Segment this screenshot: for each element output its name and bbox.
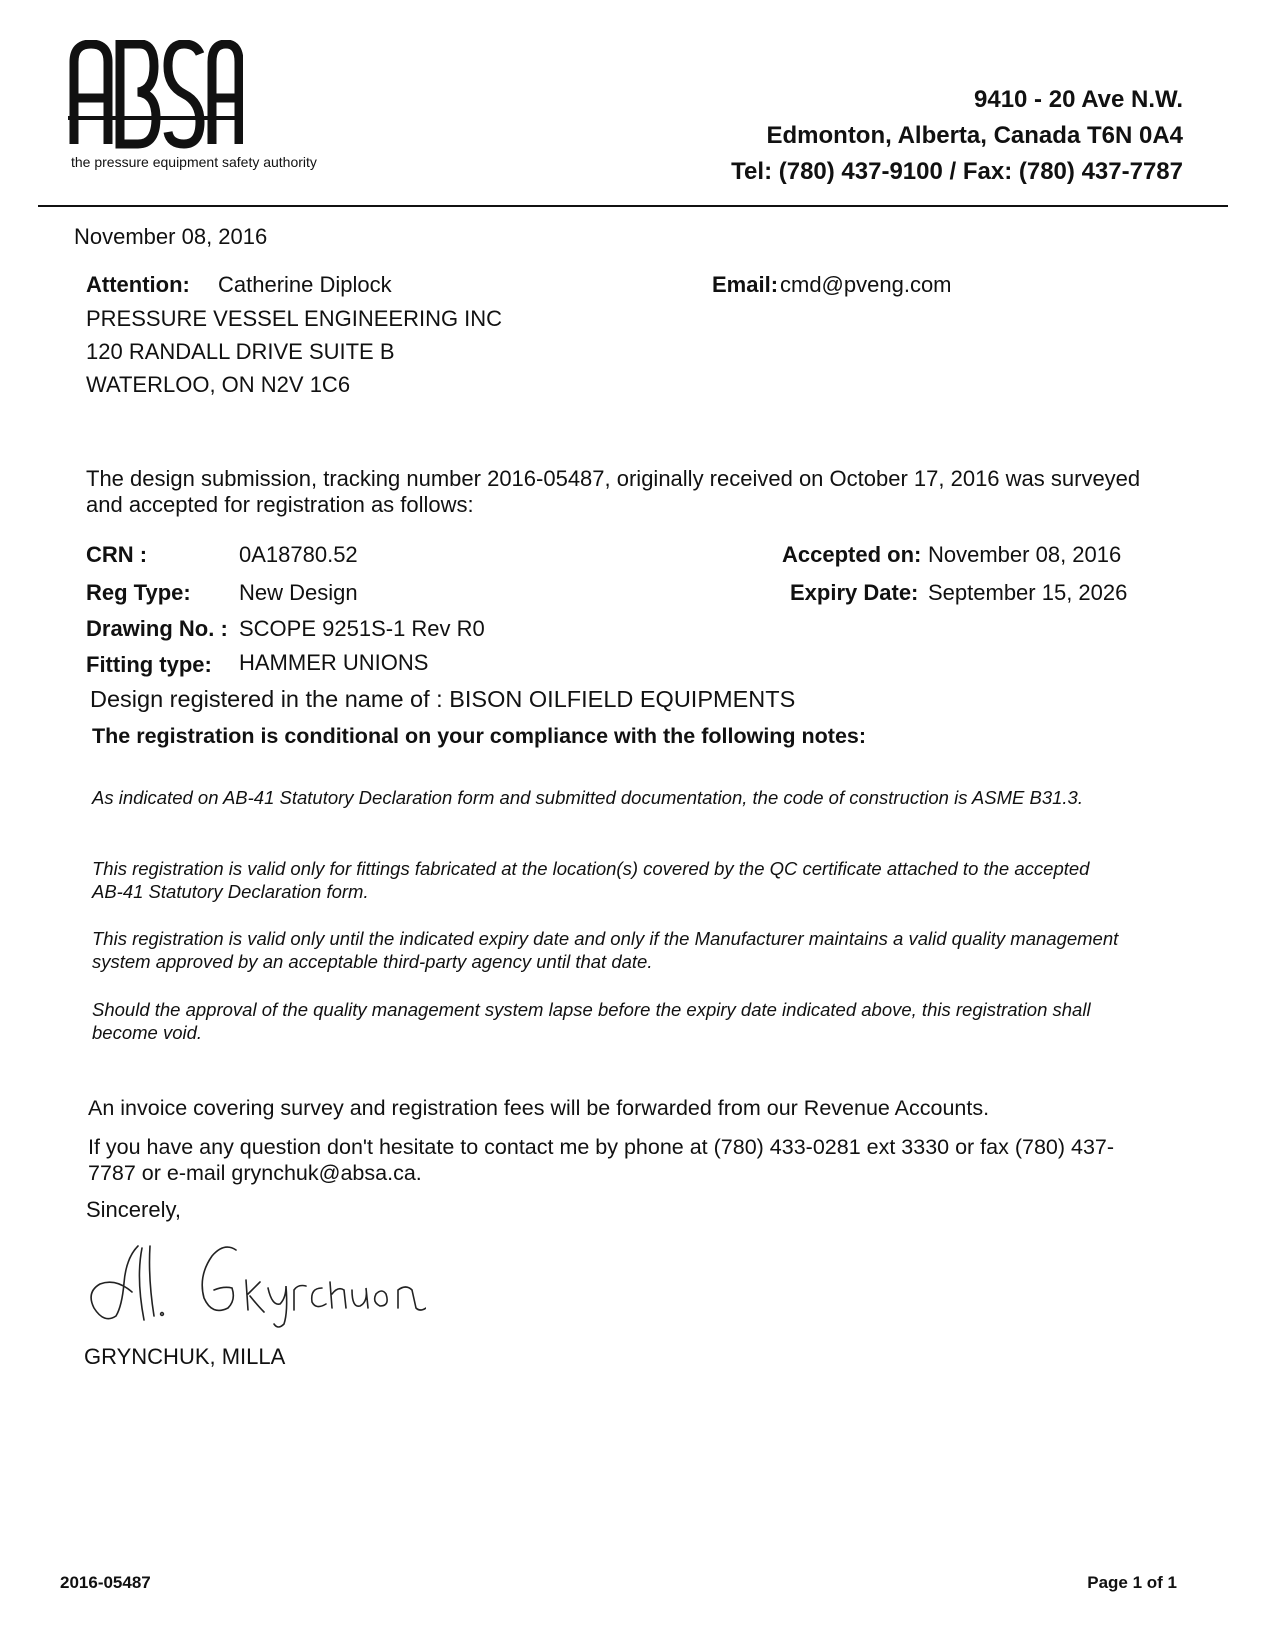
accepted-label: Accepted on: — [782, 542, 922, 567]
letter-date: November 08, 2016 — [74, 224, 268, 249]
org-contact-line: Tel: (780) 437-9100 / Fax: (780) 437-7787 — [731, 158, 1183, 185]
absa-logo — [68, 40, 338, 180]
drawing-label: Drawing No. : — [86, 616, 228, 641]
absa-wordmark-graphic — [68, 40, 243, 152]
attention-name: Catherine Diplock — [218, 272, 392, 297]
contact-paragraph: If you have any question don't hesitate to contact me by phone at (780) 433-0281 ext 3330 or fax (780) 437-7787 or e-mail grynchuk@absa.ca. — [88, 1135, 1115, 1185]
attention-label: Attention: — [86, 272, 190, 297]
intro-paragraph: The design submission, tracking number 2016-05487, originally received on October 17, 2016 was surveyed and accepted for registration as follows: — [86, 466, 1141, 517]
signature-graphic — [86, 1228, 426, 1328]
sign-off: Sincerely, — [86, 1197, 181, 1222]
accepted-value: November 08, 2016 — [928, 542, 1122, 567]
regtype-label: Reg Type: — [86, 580, 191, 605]
handwritten-signature — [86, 1228, 426, 1328]
org-address-line2: Edmonton, Alberta, Canada T6N 0A4 — [766, 122, 1183, 149]
logo-tagline: the pressure equipment safety authority — [71, 154, 317, 170]
crn-value: 0A18780.52 — [239, 542, 358, 567]
drawing-value: SCOPE 9251S-1 Rev R0 — [239, 616, 485, 641]
footer-page-number: Page 1 of 1 — [1087, 1573, 1177, 1592]
footer-tracking: 2016-05487 — [60, 1573, 151, 1592]
expiry-label: Expiry Date: — [790, 580, 919, 605]
registered-name: Design registered in the name of : BISON OILFIELD EQUIPMENTS — [90, 686, 796, 712]
org-address-line1: 9410 - 20 Ave N.W. — [974, 86, 1183, 113]
header-divider — [38, 205, 1228, 207]
email-value[interactable]: cmd@pveng.com — [780, 272, 952, 297]
fitting-label: Fitting type: — [86, 652, 212, 677]
expiry-value: September 15, 2026 — [928, 580, 1128, 605]
regtype-value: New Design — [239, 580, 358, 605]
note-3: This registration is valid only until the indicated expiry date and only if the Manufacturer maintains a valid quality management system approved by an acceptable third-party agency until that date. — [92, 928, 1119, 972]
fitting-value: HAMMER UNIONS — [239, 650, 429, 675]
email-label: Email: — [712, 272, 779, 297]
invoice-paragraph: An invoice covering survey and registration fees will be forwarded from our Revenue Accounts. — [88, 1096, 990, 1120]
note-2: This registration is valid only for fittings fabricated at the location(s) covered by the QC certificate attached to the accepted AB-41 Statutory Declaration form. — [92, 858, 1090, 902]
conditional-heading: The registration is conditional on your compliance with the following notes: — [92, 724, 867, 748]
recipient-address2: WATERLOO, ON N2V 1C6 — [86, 372, 351, 397]
crn-label: CRN : — [86, 542, 148, 567]
recipient-address1: 120 RANDALL DRIVE SUITE B — [86, 339, 395, 364]
recipient-company: PRESSURE VESSEL ENGINEERING INC — [86, 306, 503, 331]
note-1: As indicated on AB-41 Statutory Declaration form and submitted documentation, the code of construction is ASME B31.3. — [92, 787, 1083, 808]
note-4: Should the approval of the quality management system lapse before the expiry date indicated above, this registration shall become void. — [92, 999, 1091, 1043]
signer-name: GRYNCHUK, MILLA — [84, 1344, 286, 1369]
